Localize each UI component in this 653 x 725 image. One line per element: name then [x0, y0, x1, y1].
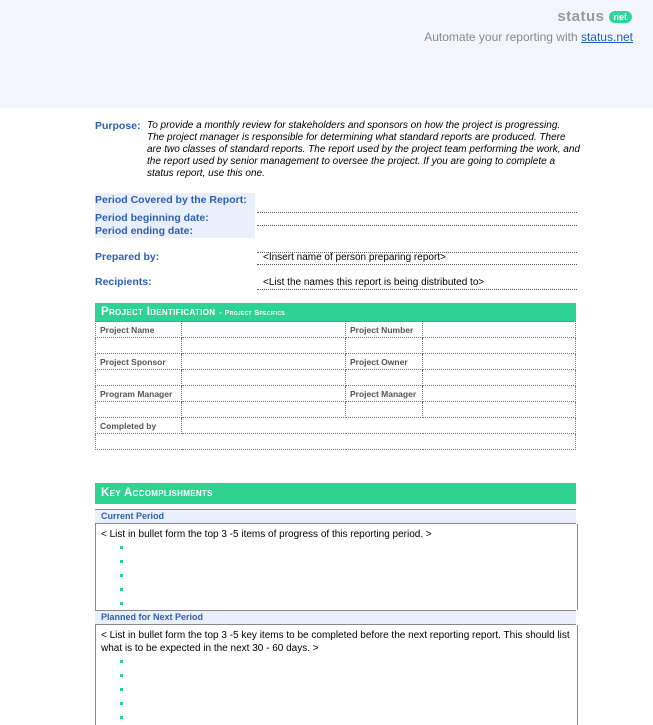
status-net-logo — [557, 8, 632, 25]
period-ending-label: Period ending date: — [95, 225, 194, 237]
bullet-icon — [120, 716, 123, 719]
project-number-label: Project Number — [346, 322, 423, 338]
tagline — [424, 30, 633, 44]
header-band — [0, 0, 653, 108]
purpose-text: To provide a monthly review for stakeholders and sponsors on how the project is progressing. The project manager is responsible for determining what standard reports are produced. There are two classes of standard reports. The report used by the project team performing the work, and the report used by senior management to oversee the project. If you are going to complete a status report, use this one. — [147, 120, 580, 179]
recipients-label: Recipients: — [95, 276, 152, 288]
project-identification-subtitle: - Project Specifics — [219, 308, 286, 317]
bullet-icon — [120, 674, 123, 677]
bullet-icon — [120, 702, 123, 705]
logo-word: status — [557, 8, 605, 25]
project-number-cell[interactable] — [423, 322, 576, 338]
bullet-icon — [120, 574, 123, 577]
current-period-header — [95, 509, 576, 524]
bullet-icon — [120, 560, 123, 563]
planned-next-period-label: Planned for Next Period — [101, 612, 204, 622]
completed-by-value-cell[interactable] — [96, 434, 576, 450]
empty-cell[interactable] — [423, 338, 576, 354]
empty-cell[interactable] — [182, 370, 346, 386]
completed-by-label: Completed by — [96, 418, 182, 434]
prepared-by-label: Prepared by: — [95, 251, 160, 263]
planned-next-period-text: < List in bullet form the top 3 -5 key items to be completed before the next reporting report. This should list what is to be expected in the next 30 - 60 days. > — [101, 630, 570, 654]
program-manager-cell[interactable] — [182, 386, 346, 402]
project-sponsor-cell[interactable] — [182, 354, 346, 370]
project-identification-table — [95, 321, 576, 450]
bullet-icon — [120, 660, 123, 663]
project-manager-value-cell[interactable] — [346, 402, 423, 418]
current-period-label: Current Period — [101, 511, 165, 521]
project-sponsor-label: Project Sponsor — [96, 354, 182, 370]
project-identification-header — [95, 303, 576, 322]
project-manager-label: Project Manager — [346, 386, 423, 402]
prepared-by-row — [95, 251, 577, 265]
period-beginning-label: Period beginning date: — [95, 212, 209, 224]
planned-next-period-header — [95, 610, 576, 625]
current-period-text: < List in bullet form the top 3 -5 items of progress of this reporting period. > — [101, 529, 432, 540]
prepared-by-field[interactable] — [257, 251, 577, 265]
prepared-by-value: <Insert name of person preparing report> — [263, 252, 446, 263]
project-name-value-cell[interactable] — [96, 338, 182, 354]
period-covered-row — [95, 194, 577, 208]
project-identification-title-text: Project Identification — [101, 306, 216, 318]
bullet-icon — [120, 546, 123, 549]
bullet-icon — [120, 588, 123, 591]
purpose-label: Purpose: — [95, 120, 141, 132]
empty-cell[interactable] — [182, 338, 346, 354]
empty-cell[interactable] — [423, 402, 576, 418]
key-accomplishments-header — [95, 483, 576, 504]
project-manager-cell[interactable] — [423, 386, 576, 402]
project-owner-cell[interactable] — [423, 354, 576, 370]
period-covered-field[interactable] — [257, 199, 577, 213]
project-sponsor-value-cell[interactable] — [96, 370, 182, 386]
project-number-value-cell[interactable] — [346, 338, 423, 354]
bullet-icon — [120, 688, 123, 691]
status-net-link[interactable]: status.net — [580, 30, 633, 44]
program-manager-label: Program Manager — [96, 386, 182, 402]
bullet-icon — [120, 602, 123, 605]
project-name-cell[interactable] — [182, 322, 346, 338]
logo-badge: net — [609, 11, 633, 23]
project-owner-value-cell[interactable] — [346, 370, 423, 386]
key-accomplishments-title: Key Accomplishments — [101, 487, 213, 499]
period-beginning-field[interactable] — [257, 212, 577, 226]
recipients-value: <List the names this report is being distributed to> — [263, 277, 485, 288]
empty-cell[interactable] — [423, 370, 576, 386]
empty-cell[interactable] — [182, 402, 346, 418]
completed-by-cell[interactable] — [182, 418, 576, 434]
recipients-row — [95, 276, 577, 290]
project-identification-title — [101, 306, 285, 318]
period-beginning-row — [95, 212, 577, 226]
tagline-text: Automate your reporting with — [424, 30, 581, 44]
recipients-field[interactable] — [257, 276, 577, 290]
project-owner-label: Project Owner — [346, 354, 423, 370]
project-name-label: Project Name — [96, 322, 182, 338]
purpose-block — [95, 120, 580, 180]
period-covered-label: Period Covered by the Report: — [95, 194, 247, 206]
period-ending-row — [95, 225, 577, 239]
program-manager-value-cell[interactable] — [96, 402, 182, 418]
